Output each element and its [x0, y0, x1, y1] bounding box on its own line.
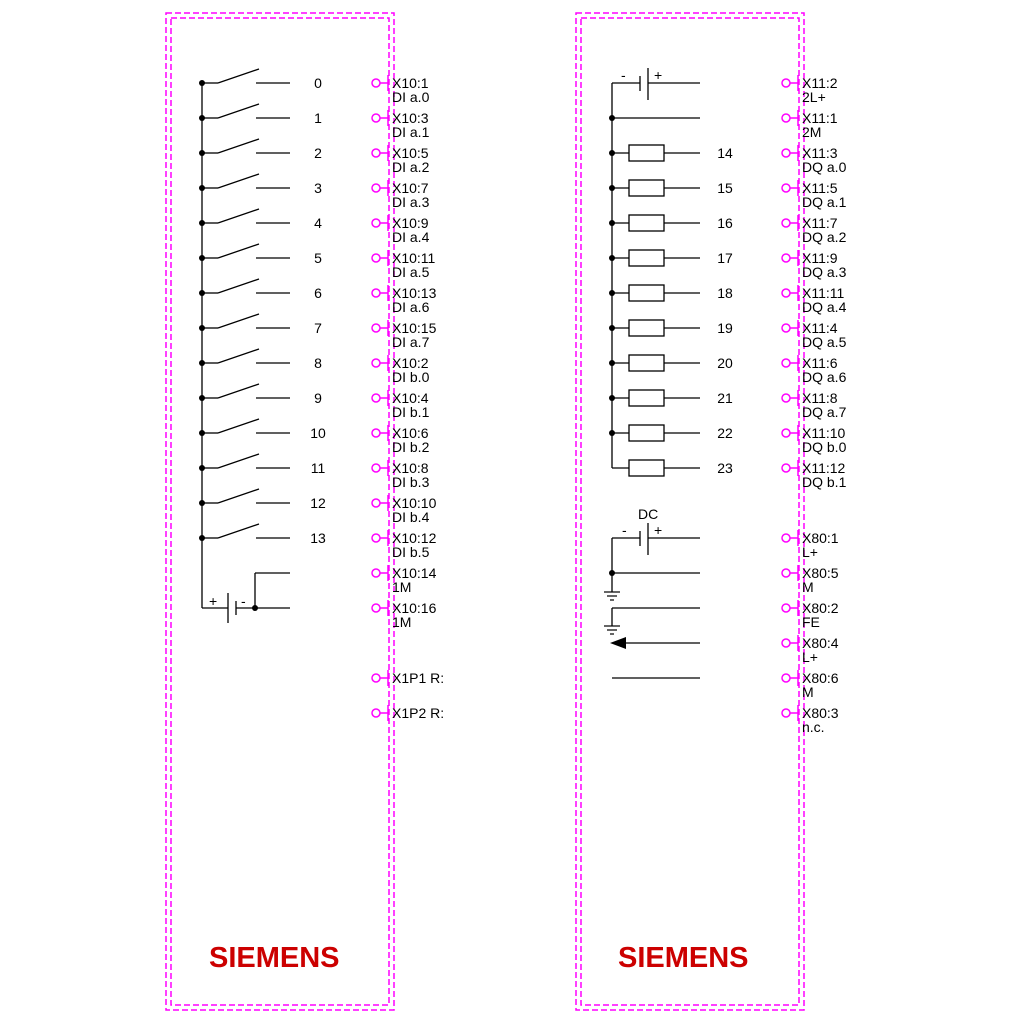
terminal-id: X11:7 — [802, 215, 838, 231]
terminal-circle-icon — [782, 604, 790, 612]
output-channel — [609, 285, 733, 301]
terminal — [372, 110, 430, 140]
switch-contact-icon — [218, 314, 259, 328]
terminal-circle-icon — [782, 429, 790, 437]
signal-name: DQ a.1 — [802, 194, 847, 210]
terminal — [782, 355, 847, 385]
terminal-circle-icon — [782, 394, 790, 402]
terminal-circle-icon — [372, 569, 380, 577]
signal-name: DI a.7 — [392, 334, 430, 350]
input-channel — [199, 209, 322, 231]
output-channel — [609, 145, 733, 161]
terminal-circle-icon — [372, 79, 380, 87]
terminal-id: X11:5 — [802, 180, 838, 196]
load-resistor-icon — [629, 215, 664, 231]
switch-contact-icon — [218, 384, 259, 398]
terminal-circle-icon — [372, 254, 380, 262]
power-terminal — [782, 705, 839, 735]
input-channel — [199, 104, 322, 126]
terminal-circle-icon — [782, 534, 790, 542]
load-resistor-icon — [629, 425, 664, 441]
terminal — [372, 250, 436, 280]
terminal-circle-icon — [372, 674, 380, 682]
terminal-circle-icon — [782, 324, 790, 332]
channel-number: 10 — [310, 425, 326, 441]
terminal-id: X10:2 — [392, 355, 429, 371]
signal-name: DI a.1 — [392, 124, 430, 140]
signal-name: L+ — [802, 544, 818, 560]
terminal-circle-icon — [782, 289, 790, 297]
terminal-id: X11:2 — [802, 75, 838, 91]
output-channel — [609, 180, 733, 196]
channel-number: 20 — [717, 355, 733, 371]
terminal — [372, 320, 437, 350]
terminal-id: X1P1 R: — [392, 670, 445, 686]
load-resistor-icon — [629, 460, 664, 476]
power-terminal — [782, 635, 839, 665]
terminal — [782, 75, 838, 105]
terminal-circle-icon — [782, 114, 790, 122]
channel-number: 19 — [717, 320, 733, 336]
terminal-circle-icon — [372, 219, 380, 227]
switch-contact-icon — [218, 349, 259, 363]
terminal-id: X10:5 — [392, 145, 429, 161]
signal-name: DQ a.3 — [802, 264, 847, 280]
terminal-id: X10:1 — [392, 75, 429, 91]
terminal-id: X10:9 — [392, 215, 429, 231]
dc-label: DC — [638, 506, 659, 522]
channel-number: 22 — [717, 425, 733, 441]
output-channel — [609, 215, 733, 231]
signal-name: DQ a.7 — [802, 404, 847, 420]
signal-name: DI a.5 — [392, 264, 430, 280]
terminal-circle-icon — [782, 149, 790, 157]
input-channel — [199, 139, 322, 161]
terminal — [372, 565, 437, 595]
signal-name: M — [802, 579, 814, 595]
terminal-circle-icon — [782, 709, 790, 717]
switch-contact-icon — [218, 454, 259, 468]
terminal — [372, 75, 430, 105]
signal-name: 1M — [392, 614, 412, 630]
terminal — [372, 530, 437, 560]
signal-name: DQ a.6 — [802, 369, 847, 385]
terminal-circle-icon — [372, 184, 380, 192]
signal-name: FE — [802, 614, 820, 630]
terminal — [782, 250, 847, 280]
channel-number: 13 — [310, 530, 326, 546]
signal-name: DI b.0 — [392, 369, 430, 385]
terminal-circle-icon — [372, 149, 380, 157]
terminal — [372, 180, 430, 210]
load-resistor-icon — [629, 145, 664, 161]
signal-name: DI a.3 — [392, 194, 430, 210]
channel-number: 15 — [717, 180, 733, 196]
terminal-circle-icon — [372, 499, 380, 507]
terminal-id: X10:12 — [392, 530, 437, 546]
signal-name: DI a.0 — [392, 89, 430, 105]
terminal-id: X80:4 — [802, 635, 839, 651]
terminal-id: X10:8 — [392, 460, 429, 476]
load-resistor-icon — [629, 250, 664, 266]
terminal — [782, 320, 847, 350]
right-battery-plus: + — [654, 67, 663, 83]
left-battery-plus: + — [209, 593, 218, 609]
terminal — [782, 110, 838, 140]
signal-name: DI b.1 — [392, 404, 430, 420]
switch-contact-icon — [218, 69, 259, 83]
terminal-id: X11:4 — [802, 320, 838, 336]
terminal-id: X80:1 — [802, 530, 839, 546]
terminal-id: X10:16 — [392, 600, 437, 616]
signal-name: DQ b.1 — [802, 474, 847, 490]
terminal — [372, 215, 430, 245]
channel-number: 4 — [314, 215, 322, 231]
terminal-circle-icon — [372, 604, 380, 612]
terminal-circle-icon — [782, 674, 790, 682]
terminal-circle-icon — [372, 534, 380, 542]
right-terminal-block — [782, 75, 847, 735]
terminal-circle-icon — [372, 709, 380, 717]
terminal — [782, 285, 847, 315]
input-channel — [199, 524, 326, 546]
channel-number: 18 — [717, 285, 733, 301]
terminal — [782, 390, 847, 420]
terminal — [782, 215, 847, 245]
terminal-id: X11:10 — [802, 425, 846, 441]
input-channel — [199, 419, 326, 441]
signal-name: DQ a.4 — [802, 299, 847, 315]
terminal-id: X10:15 — [392, 320, 437, 336]
terminal-id: X1P2 R: — [392, 705, 445, 721]
input-channel — [199, 489, 326, 511]
terminal — [782, 180, 847, 210]
terminal — [782, 145, 847, 175]
input-channel — [199, 384, 322, 406]
terminal-circle-icon — [782, 184, 790, 192]
left-input-channels — [199, 69, 326, 546]
signal-name: 1M — [392, 579, 412, 595]
terminal-circle-icon — [372, 464, 380, 472]
output-channel — [609, 250, 733, 266]
terminal-id: X80:2 — [802, 600, 839, 616]
terminal-id: X10:10 — [392, 495, 437, 511]
channel-number: 8 — [314, 355, 322, 371]
channel-number: 17 — [717, 250, 733, 266]
terminal-circle-icon — [782, 219, 790, 227]
terminal-id: X11:6 — [802, 355, 838, 371]
right-supply-battery — [612, 68, 700, 468]
channel-number: 7 — [314, 320, 322, 336]
junction-dot — [609, 570, 615, 576]
output-channel — [609, 320, 733, 336]
terminal-id: X80:3 — [802, 705, 839, 721]
port-terminal — [372, 670, 444, 686]
channel-number: 3 — [314, 180, 322, 196]
channel-number: 9 — [314, 390, 322, 406]
power-terminal — [782, 600, 839, 630]
load-resistor-icon — [629, 285, 664, 301]
signal-name: DI a.6 — [392, 299, 430, 315]
power-terminal — [782, 565, 839, 595]
right-output-channels — [609, 115, 733, 476]
signal-name: 2L+ — [802, 89, 826, 105]
terminal-circle-icon — [782, 254, 790, 262]
channel-number: 12 — [310, 495, 326, 511]
siemens-logo-right: SIEMENS — [618, 942, 749, 974]
input-channel — [199, 314, 322, 336]
terminal — [782, 425, 847, 455]
channel-number: 14 — [717, 145, 733, 161]
terminal-id: X10:4 — [392, 390, 429, 406]
terminal-circle-icon — [372, 359, 380, 367]
terminal-id: X80:6 — [802, 670, 839, 686]
channel-number: 2 — [314, 145, 322, 161]
switch-contact-icon — [218, 139, 259, 153]
signal-name: DQ b.0 — [802, 439, 847, 455]
terminal-circle-icon — [782, 639, 790, 647]
terminal-id: X10:7 — [392, 180, 429, 196]
right-battery-minus: - — [621, 67, 626, 83]
arrow-left-icon — [610, 637, 700, 649]
terminal-id: X11:1 — [802, 110, 838, 126]
switch-contact-icon — [218, 419, 259, 433]
switch-contact-icon — [218, 104, 259, 118]
terminal-id: X11:3 — [802, 145, 838, 161]
left-module-frame — [166, 13, 394, 1010]
dc-supply-battery — [612, 523, 700, 678]
terminal — [372, 600, 437, 630]
power-terminal — [782, 530, 839, 560]
input-channel — [199, 454, 325, 476]
signal-name: DQ a.2 — [802, 229, 847, 245]
signal-name: DI b.4 — [392, 509, 430, 525]
power-terminal — [782, 670, 839, 700]
functional-earth-icon — [604, 626, 620, 634]
terminal-circle-icon — [372, 289, 380, 297]
input-channel — [199, 244, 322, 266]
input-channel — [199, 349, 322, 371]
switch-contact-icon — [218, 244, 259, 258]
signal-name: 2M — [802, 124, 822, 140]
signal-name: DI a.2 — [392, 159, 430, 175]
terminal-id: X11:12 — [802, 460, 846, 476]
terminal-id: X11:9 — [802, 250, 838, 266]
dc-minus: - — [622, 522, 627, 538]
terminal-id: X11:8 — [802, 390, 838, 406]
channel-number: 11 — [310, 460, 326, 476]
channel-number: 0 — [314, 75, 322, 91]
dc-plus: + — [654, 522, 663, 538]
terminal — [372, 460, 430, 490]
terminal — [372, 285, 437, 315]
terminal — [372, 390, 430, 420]
input-channel — [199, 174, 322, 196]
output-channel — [609, 355, 733, 371]
terminal-circle-icon — [782, 569, 790, 577]
terminal-id: X10:6 — [392, 425, 429, 441]
terminal-circle-icon — [372, 114, 380, 122]
ground-icon — [604, 592, 620, 600]
signal-name: DQ a.0 — [802, 159, 847, 175]
terminal-id: X10:13 — [392, 285, 437, 301]
output-channel — [609, 425, 733, 441]
signal-name: M — [802, 684, 814, 700]
switch-contact-icon — [218, 524, 259, 538]
signal-name: DI b.3 — [392, 474, 430, 490]
terminal-circle-icon — [372, 429, 380, 437]
channel-number: 23 — [717, 460, 733, 476]
channel-number: 1 — [314, 110, 322, 126]
terminal-id: X10:11 — [392, 250, 436, 266]
terminal-circle-icon — [782, 79, 790, 87]
terminal-circle-icon — [372, 394, 380, 402]
terminal-circle-icon — [782, 464, 790, 472]
load-resistor-icon — [629, 180, 664, 196]
signal-name: DI b.2 — [392, 439, 430, 455]
output-channel — [609, 390, 733, 406]
load-resistor-icon — [629, 390, 664, 406]
output-channel — [612, 460, 733, 476]
switch-contact-icon — [218, 489, 259, 503]
siemens-logo-left: SIEMENS — [209, 942, 340, 974]
terminal-id: X10:14 — [392, 565, 437, 581]
load-resistor-icon — [629, 355, 664, 371]
left-battery-minus: - — [241, 593, 246, 609]
signal-name: DI a.4 — [392, 229, 430, 245]
channel-number: 21 — [717, 390, 733, 406]
input-channel — [199, 69, 322, 91]
right-module-frame — [576, 13, 804, 1010]
switch-contact-icon — [218, 174, 259, 188]
terminal-circle-icon — [372, 324, 380, 332]
signal-name: DQ a.5 — [802, 334, 847, 350]
terminal-id: X10:3 — [392, 110, 429, 126]
junction-dot — [252, 605, 258, 611]
load-resistor-icon — [629, 320, 664, 336]
signal-name: n.c. — [802, 719, 825, 735]
terminal — [372, 495, 437, 525]
channel-number: 5 — [314, 250, 322, 266]
switch-contact-icon — [218, 209, 259, 223]
signal-name: L+ — [802, 649, 818, 665]
left-terminal-block — [372, 75, 444, 721]
switch-contact-icon — [218, 279, 259, 293]
channel-number: 6 — [314, 285, 322, 301]
terminal-id: X80:5 — [802, 565, 839, 581]
terminal-id: X11:11 — [802, 285, 845, 301]
input-channel — [199, 279, 322, 301]
port-terminal — [372, 705, 444, 721]
terminal-circle-icon — [782, 359, 790, 367]
signal-name: DI b.5 — [392, 544, 430, 560]
terminal — [372, 425, 430, 455]
terminal — [372, 145, 430, 175]
terminal — [372, 355, 430, 385]
terminal — [782, 460, 847, 490]
channel-number: 16 — [717, 215, 733, 231]
junction-dot — [609, 115, 615, 121]
